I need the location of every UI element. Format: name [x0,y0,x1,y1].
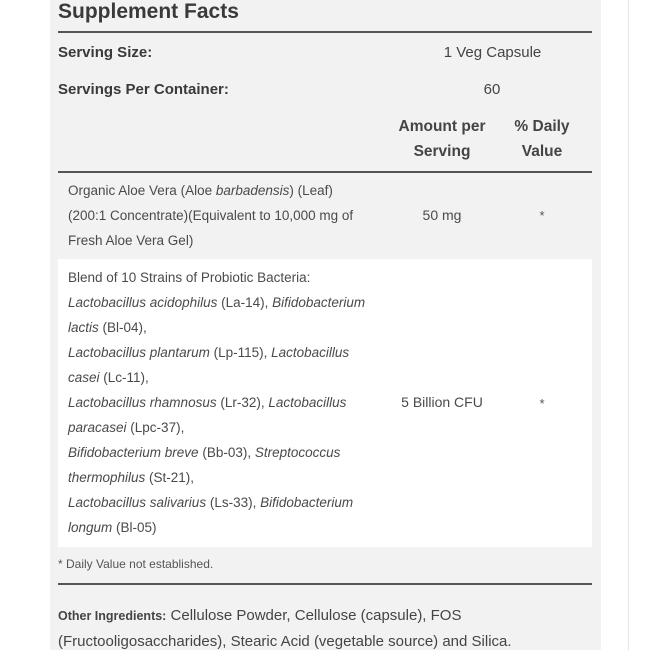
ingredient-line [68,490,393,515]
ingredient-text: ) (Leaf) [289,183,333,198]
serving-size-value: 1 Veg Capsule [443,44,542,61]
ingredient-text: (Lc-11), [99,370,149,385]
ingredient-lines [68,178,393,253]
ingredient-line [68,440,393,465]
ingredient-text: (St-21), [145,470,195,485]
panel-title: Supplement Facts [58,0,239,23]
other-ingredients-label: Other Ingredients: [58,609,167,623]
ingredient-probiotic-amount: 5 Billion CFU [401,394,483,410]
title-rule [58,31,592,33]
ingredient-line [68,178,393,203]
ingredient-line [68,315,393,340]
ingredient-lines [68,265,393,540]
ingredient-name-italic: casei [68,370,100,385]
ingredient-name-italic: Bifidobacterium breve [68,445,199,460]
ingredient-text: (Bl-04), [98,320,147,335]
ingredient-line [68,465,393,490]
ingredient-line [68,365,393,390]
ingredient-line [68,203,393,228]
ingredient-line [68,340,393,365]
ingredient-line [68,290,393,315]
ingredient-aloe-vera [68,178,393,253]
daily-value-header [500,114,584,164]
ingredient-name-italic: Bifidobacterium [272,295,366,310]
ingredient-name-italic: lactis [68,320,99,335]
ingredient-name-italic: longum [68,520,113,535]
ingredient-name-italic: thermophilus [68,470,146,485]
header-rule [58,171,592,173]
ingredient-text: (Ls-33), [206,495,261,510]
footnote: * Daily Value not established. [58,557,214,571]
ingredient-text: (200:1 Concentrate)(Equivalent to 10,000 mg of [68,208,354,223]
ingredient-text: Organic Aloe Vera (Aloe [68,183,216,198]
right-divider [628,0,629,650]
ingredient-name-italic: Lactobacillus salivarius [68,495,207,510]
servings-per-container-value: 60 [483,81,501,98]
ingredient-text: Fresh Aloe Vera Gel) [68,233,194,248]
ingredient-text: (Bl-05) [112,520,157,535]
footer-rule [58,583,592,585]
dv-header-line2: Value [521,143,563,160]
ingredient-probiotic-blend [68,265,393,540]
dv-header-line1: % Daily [514,118,570,135]
ingredient-name-italic: paracasei [68,420,127,435]
ingredient-text: (Lp-115), [209,345,272,360]
ingredient-aloe-vera-amount: 50 mg [422,207,462,223]
servings-per-container-label: Servings Per Container: [58,81,229,98]
ingredient-aloe-vera-dv: * [539,208,545,223]
amount-header-line2: Serving [413,143,471,160]
ingredient-line [68,265,393,290]
ingredient-probiotic-dv: * [539,396,545,411]
ingredient-name-italic: Streptococcus [254,445,341,460]
ingredient-text: (Lr-32), [216,395,269,410]
amount-per-serving-header [390,114,494,164]
ingredient-line [68,515,393,540]
ingredient-line [68,228,393,253]
ingredient-name-italic: Lactobacillus rhamnosus [68,395,217,410]
amount-header-line1: Amount per [398,118,486,135]
ingredient-text: (La-14), [217,295,273,310]
ingredient-name-italic: Lactobacillus plantarum [68,345,210,360]
other-ingredients [58,603,593,650]
other-ingredients-text: Cellulose Powder, Cellulose (capsule), FOS (Fructooligosaccharides), Stearic Acid (vegetable source) and Silica. [58,607,512,650]
ingredient-name-italic: barbadensis [215,183,290,198]
ingredient-name-italic: Lactobacillus acidophilus [68,295,218,310]
ingredient-text: (Bb-03), [198,445,255,460]
ingredient-name-italic: Lactobacillus [268,395,347,410]
ingredient-line [68,390,393,415]
ingredient-name-italic: Lactobacillus [271,345,350,360]
ingredient-line [68,415,393,440]
ingredient-name-italic: Bifidobacterium [260,495,354,510]
serving-size-label: Serving Size: [58,44,153,61]
ingredient-text: Blend of 10 Strains of Probiotic Bacteria: [68,270,311,285]
ingredient-text: (Lpc-37), [126,420,185,435]
